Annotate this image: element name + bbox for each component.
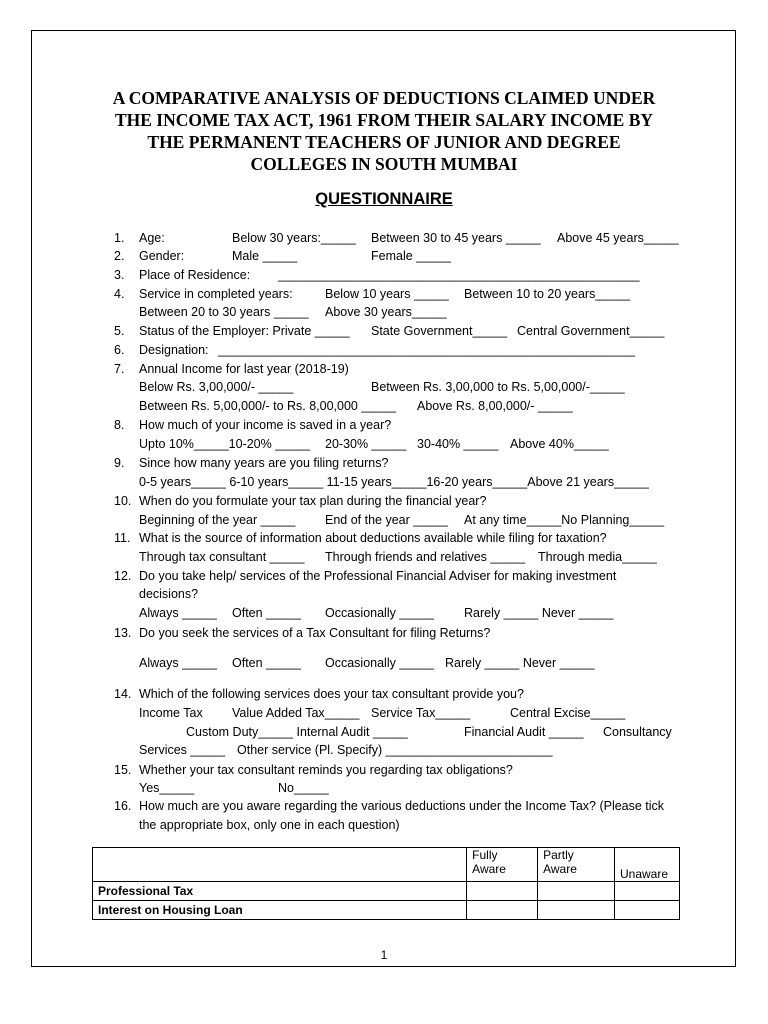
checkbox-cell[interactable]: [538, 901, 615, 920]
question-text: Gender:: [139, 249, 185, 263]
table-row: [93, 901, 680, 920]
checkbox-cell[interactable]: [615, 901, 680, 920]
answer-option[interactable]: Always _____: [139, 656, 217, 670]
question-number: 12.: [114, 569, 132, 583]
answer-option[interactable]: Value Added Tax_____: [232, 706, 360, 720]
question-number: 6.: [114, 343, 125, 357]
question-text: When do you formulate your tax plan during the financial year?: [139, 494, 487, 508]
answer-option[interactable]: Below 30 years:_____: [232, 231, 356, 245]
answer-option[interactable]: Often _____: [232, 606, 301, 620]
question-text: the appropriate box, only one in each question): [139, 818, 400, 832]
answer-option[interactable]: Above 30 years_____: [325, 305, 447, 319]
answer-option[interactable]: Occasionally _____: [325, 606, 435, 620]
answer-option[interactable]: Financial Audit _____: [464, 725, 584, 739]
question-number: 10.: [114, 494, 132, 508]
question-text: Whether your tax consultant reminds you regarding tax obligations?: [139, 763, 513, 777]
answer-option[interactable]: Between Rs. 5,00,000/- to Rs. 8,00,000 _____: [139, 399, 397, 413]
question-text: Since how many years are you filing returns?: [139, 456, 389, 470]
answer-blank[interactable]: ____________________________________________________________: [218, 343, 636, 357]
answer-option[interactable]: 30-40% _____: [417, 437, 499, 451]
question-number: 4.: [114, 287, 125, 301]
answer-blank[interactable]: ____________________________________________________: [278, 268, 640, 282]
answer-option[interactable]: Other service (Pl. Specify) ________________________: [237, 743, 553, 757]
answer-option[interactable]: Central Excise_____: [510, 706, 626, 720]
question-text: How much of your income is saved in a year?: [139, 418, 392, 432]
table-row: [93, 882, 680, 901]
question-text: Which of the following services does your tax consultant provide you?: [139, 687, 524, 701]
table-cell: Interest on Housing Loan: [93, 901, 467, 920]
question-number: 9.: [114, 456, 125, 470]
question-number: 15.: [114, 763, 132, 777]
answer-option[interactable]: Between 20 to 30 years _____: [139, 305, 309, 319]
answer-option[interactable]: Through tax consultant _____: [139, 550, 305, 564]
answer-option[interactable]: Rarely _____ Never _____: [464, 606, 614, 620]
question-text: Place of Residence:: [139, 268, 251, 282]
question-number: 16.: [114, 799, 132, 813]
answer-option[interactable]: Occasionally _____: [325, 656, 435, 670]
answer-option[interactable]: Often _____: [232, 656, 301, 670]
table-header: Partly Aware: [538, 848, 615, 882]
checkbox-cell[interactable]: [467, 901, 538, 920]
checkbox-cell[interactable]: [467, 882, 538, 901]
question-number: 3.: [114, 268, 125, 282]
answer-option[interactable]: Above Rs. 8,00,000/- _____: [417, 399, 573, 413]
question-number: 7.: [114, 362, 125, 376]
question-text: Do you seek the services of a Tax Consultant for filing Returns?: [139, 626, 491, 640]
answer-option[interactable]: Income Tax: [139, 706, 203, 720]
answer-option[interactable]: Custom Duty_____ Internal Audit _____: [186, 725, 408, 739]
answer-option[interactable]: 0-5 years_____ 6-10 years_____ 11-15 years_____16-20 years_____Above 21 years_____: [139, 475, 649, 489]
answer-option[interactable]: Yes_____: [139, 781, 195, 795]
answer-option[interactable]: Male _____: [232, 249, 298, 263]
question-number: 1.: [114, 231, 125, 245]
answer-option[interactable]: Below 10 years _____: [325, 287, 449, 301]
question-text: Annual Income for last year (2018-19): [139, 362, 349, 376]
table-cell: Professional Tax: [93, 882, 467, 901]
title-line: COLLEGES IN SOUTH MUMBAI: [250, 154, 518, 174]
answer-option[interactable]: Between 30 to 45 years _____: [371, 231, 541, 245]
question-number: 11.: [114, 531, 131, 545]
page-number: 1: [380, 948, 388, 962]
table-header: Fully Aware: [467, 848, 538, 882]
answer-option[interactable]: State Government_____: [371, 324, 508, 338]
table-header-row: [93, 848, 680, 882]
checkbox-cell[interactable]: [538, 882, 615, 901]
question-number: 8.: [114, 418, 125, 432]
answer-option[interactable]: Female _____: [371, 249, 451, 263]
title-line: THE PERMANENT TEACHERS OF JUNIOR AND DEGREE: [147, 132, 621, 152]
answer-option[interactable]: Consultancy: [603, 725, 672, 739]
answer-option[interactable]: Central Government_____: [517, 324, 665, 338]
title-line: A COMPARATIVE ANALYSIS OF DEDUCTIONS CLAIMED UNDER: [112, 88, 656, 108]
answer-option[interactable]: Through friends and relatives _____: [325, 550, 526, 564]
question-text: Designation:: [139, 343, 209, 357]
answer-option[interactable]: Below Rs. 3,00,000/- _____: [139, 380, 294, 394]
answer-option[interactable]: Upto 10%_____10-20% _____: [139, 437, 310, 451]
answer-option[interactable]: End of the year _____: [325, 513, 449, 527]
answer-option[interactable]: Above 40%_____: [510, 437, 609, 451]
document-title: [60, 87, 708, 175]
questionnaire-heading: QUESTIONNAIRE: [315, 190, 453, 208]
answer-option[interactable]: Always _____: [139, 606, 217, 620]
answer-option[interactable]: Between Rs. 3,00,000 to Rs. 5,00,000/-_____: [371, 380, 625, 394]
question-number: 2.: [114, 249, 125, 263]
question-text: Age:: [139, 231, 165, 245]
answer-option[interactable]: Between 10 to 20 years_____: [464, 287, 631, 301]
question-text: Service in completed years:: [139, 287, 293, 301]
question-text: What is the source of information about deductions available while filing for taxation?: [139, 531, 607, 545]
title-line: THE INCOME TAX ACT, 1961 FROM THEIR SALARY INCOME BY: [114, 110, 654, 130]
question-number: 13.: [114, 626, 132, 640]
checkbox-cell[interactable]: [615, 882, 680, 901]
answer-option[interactable]: At any time_____No Planning_____: [464, 513, 665, 527]
question-number: 14.: [114, 687, 132, 701]
table-header: Unaware: [615, 848, 680, 882]
answer-option[interactable]: Services _____: [139, 743, 226, 757]
question-number: 5.: [114, 324, 125, 338]
answer-option[interactable]: Rarely _____ Never _____: [445, 656, 595, 670]
answer-option[interactable]: Service Tax_____: [371, 706, 471, 720]
answer-option[interactable]: Through media_____: [538, 550, 657, 564]
table-header: [93, 848, 467, 882]
question-text[interactable]: Status of the Employer: Private _____: [139, 324, 350, 338]
question-text: Do you take help/ services of the Professional Financial Adviser for making investment: [139, 569, 617, 583]
answer-option[interactable]: 20-30% _____: [325, 437, 407, 451]
awareness-table: [92, 847, 680, 920]
question-text: How much are you aware regarding the various deductions under the Income Tax? (Please tick: [139, 799, 665, 813]
question-text: decisions?: [139, 587, 199, 601]
answer-option[interactable]: Beginning of the year _____: [139, 513, 296, 527]
answer-option[interactable]: Above 45 years_____: [557, 231, 679, 245]
answer-option[interactable]: No_____: [278, 781, 329, 795]
